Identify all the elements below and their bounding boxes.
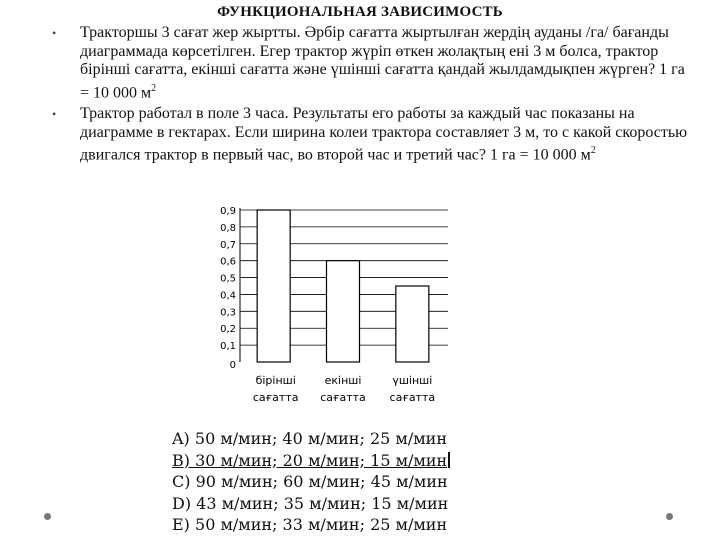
x-tick-label: бірінші xyxy=(255,374,296,387)
bullet-kz-sup: 2 xyxy=(151,82,157,94)
y-tick-label: 0,4 xyxy=(220,290,236,302)
slide-nav-prev-icon[interactable] xyxy=(44,513,51,520)
answer-e: E) 50 м/мин; 33 м/мин; 25 м/мин xyxy=(172,515,448,534)
bar xyxy=(327,261,360,362)
bullet-ru-text: Трактор работал в поле 3 часа. Результаты его работы за каждый час показаны на диаграмме в гектарах. Если ширина колеи трактора составляет 3 м, то с какой скоростью двигался трактор в первый час, во второй час и третий час? 1 га = 10 000 м xyxy=(80,105,688,164)
x-tick-label: сағатта xyxy=(389,391,436,404)
y-tick-label: 0,5 xyxy=(220,273,236,285)
bullet-kz-text: Тракторшы 3 сағат жер жыртты. Әрбір сағатта жыртылған жердің ауданы /га/ бағанды диаграммада көрсетілген. Егер трактор жүріп өткен жолақтың ені 3 м болса, трактор бірінші сағатта, екінші сағатта және үшінші сағатта қандай жылдамдықпен жүрген? 1 га = 10 000 м xyxy=(80,24,685,101)
y-tick-label: 0 xyxy=(229,360,236,371)
bullet-dot-icon: • xyxy=(52,26,57,40)
answer-c: C) 90 м/мин; 60 м/мин; 45 м/мин xyxy=(172,472,448,491)
answer-b-text: B) 30 м/мин; 20 м/мин; 15 м/мин xyxy=(172,450,448,470)
slide-nav-next-icon[interactable] xyxy=(666,513,673,520)
bar-chart xyxy=(160,200,608,420)
x-tick-label: үшінші xyxy=(392,374,433,387)
bullet-dot-icon: • xyxy=(52,107,57,122)
x-tick-label: сағатта xyxy=(252,391,299,404)
y-tick-label: 0,6 xyxy=(220,256,236,268)
y-tick-label: 0,9 xyxy=(220,206,236,217)
bullet-ru-sup: 2 xyxy=(590,145,596,157)
y-tick-label: 0,7 xyxy=(220,239,236,251)
bullet-kz xyxy=(52,24,692,102)
x-tick-label: сағатта xyxy=(320,391,366,404)
page-title: ФУНКЦИОНАЛЬНАЯ ЗАВИСИМОСТЬ xyxy=(217,4,503,20)
task-text xyxy=(52,24,692,168)
answer-d: D) 43 м/мин; 35 м/мин; 15 м/мин xyxy=(172,493,449,513)
bar xyxy=(257,210,290,362)
answer-b xyxy=(172,450,450,472)
text-cursor xyxy=(448,452,450,468)
answer-a: A) 50 м/мин; 40 м/мин; 25 м/мин xyxy=(172,429,447,448)
bullet-ru xyxy=(52,105,692,165)
y-tick-label: 0,3 xyxy=(220,307,236,319)
bar xyxy=(396,286,429,362)
y-tick-label: 0,1 xyxy=(220,341,236,353)
answer-list xyxy=(172,428,450,536)
y-tick-label: 0,2 xyxy=(220,324,236,336)
y-tick-label: 0,8 xyxy=(220,222,236,234)
x-tick-label: екінші xyxy=(324,374,362,387)
